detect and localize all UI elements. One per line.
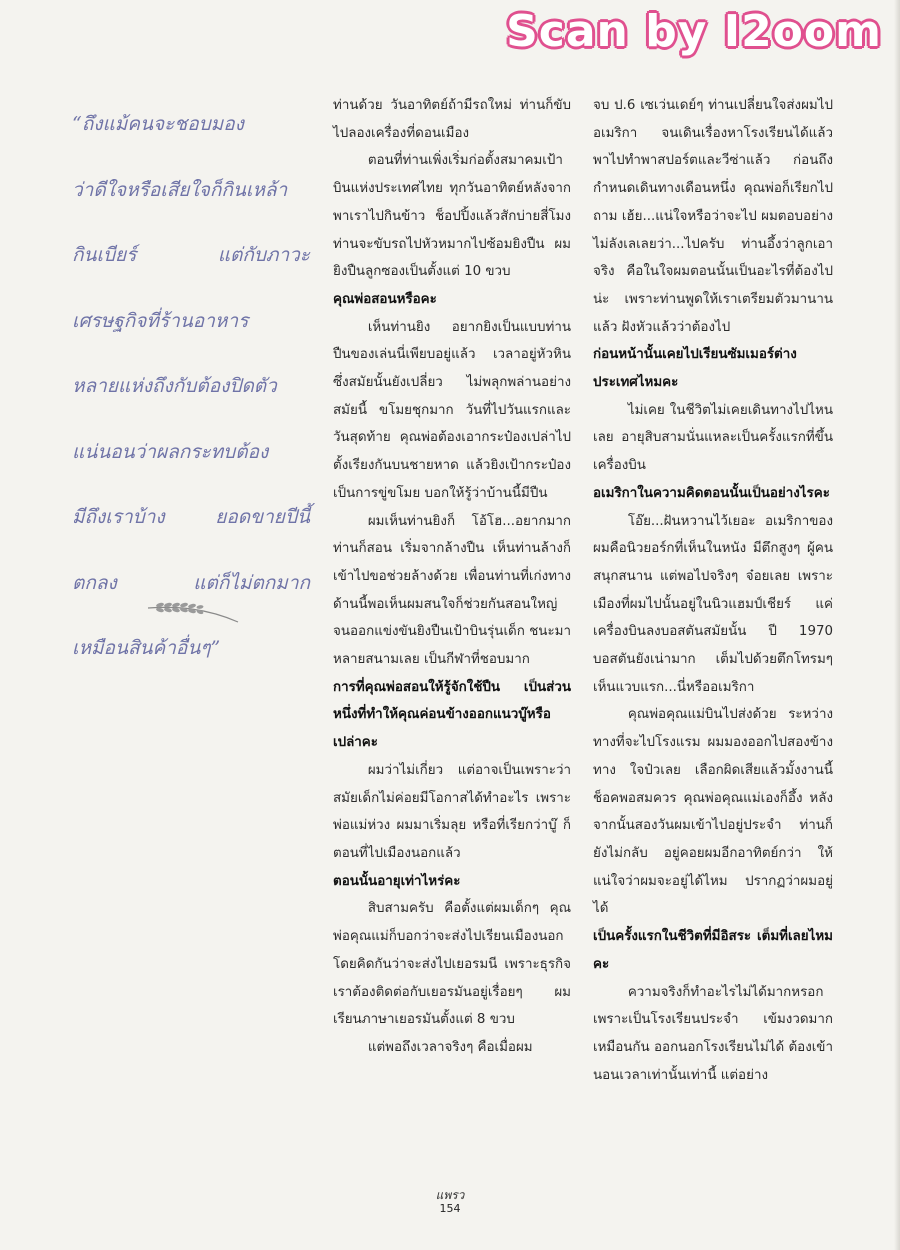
magazine-logo: แพรว: [435, 1188, 465, 1202]
page-footer: [0, 1188, 900, 1216]
pull-quote-line: ตกลง แต่ก็ไม่ตกมาก: [72, 571, 310, 594]
article-paragraph: ท่านด้วย วันอาทิตย์ถ้ามีรถใหม่ ท่านก็ขับไปลองเครื่องที่ดอนเมือง: [333, 98, 571, 141]
interview-question: ก่อนหน้านั้นเคยไปเรียนซัมเมอร์ต่างประเทศไหมคะ: [593, 347, 797, 391]
article-paragraph: แต่พอถึงเวลาจริงๆ คือเมื่อผม: [367, 1039, 533, 1055]
pull-quote-line: เหมือนสินค้าอื่นๆ”: [72, 637, 221, 659]
pull-quote-line: “ถึงแม้คนจะชอบมอง: [72, 113, 244, 135]
interview-question: ตอนนั้นอายุเท่าไหร่คะ: [333, 873, 461, 889]
pull-quote: [72, 92, 310, 682]
pull-quote-line: ว่าดีใจหรือเสียใจก็กินเหล้า: [72, 178, 288, 201]
article-paragraph: สิบสามครับ คือตั้งแต่ผมเด็กๆ คุณพ่อคุณแม่ก็บอกว่าจะส่งไปเรียนเมืองนอก โดยคิดกันว่าจะส่งไปเยอรมนี เพราะธุรกิจเราต้องติดต่อกับเยอรมันอยู่เรื่อยๆ ผมเรียนภาษาเยอรมันตั้งแต่ 8 ขวบ: [333, 901, 571, 1028]
article-column-right: [593, 92, 833, 1089]
article-paragraph: โอ๊ย...ฝันหวานไว้เยอะ อเมริกาของผมคือนิวยอร์กที่เห็นในหนัง มีตึกสูงๆ ผู้คนสนุกสนาน แต่พอไปจริงๆ จ๋อยเลย เพราะเมืองที่ผมไปนั้นอยู่ในนิวแฮมป์เชียร์ แค่เครื่องบินลงบอสตันสมัยนั้น ปี 1970 บอสตันยังเน่ามาก เต็มไปด้วยตึกโทรมๆ เห็นแวบแรก...นี่หรืออเมริกา: [593, 513, 833, 695]
article-paragraph: ความจริงก็ทำอะไรไม่ได้มากหรอก เพราะเป็นโรงเรียนประจำ เข้มงวดมากเหมือนกัน ออกนอกโรงเรียนไม่ได้ ต้องเข้านอนเวลาเท่านั้นเท่านี้ แต่อย่าง: [593, 984, 833, 1083]
article-paragraph: คุณพ่อคุณแม่บินไปส่งด้วย ระหว่างทางที่จะไปโรงแรม ผมมองออกไปสองข้างทาง ใจป๋วเลย เลือกผิดเสียแล้วมั้งงานนี้ ช็อคพอสมควร คุณพ่อคุณแม่เองก็อึ้ง หลังจากนั้นสองวันผมเข้าไปอยู่ประจำ ท่านก็ยังไม่กลับ อยู่คอยผมอีกอาทิตย์กว่า ให้แน่ใจว่าผมจะอยู่ได้ไหม ปรากฏว่าผมอยู่ได้: [593, 707, 833, 917]
pull-quote-line: กินเบียร์ แต่กับภาวะ: [72, 244, 310, 266]
interview-question: คุณพ่อสอนหรือคะ: [333, 291, 437, 307]
article-paragraph: เห็นท่านยิง อยากยิงเป็นแบบท่าน ปืนของเล่นนี่เพียบอยู่แล้ว เวลาอยู่หัวหิน ซึ่งสมัยนั้นยังเปลี่ยว ไม่พลุกพล่านอย่างสมัยนี้ ขโมยชุกมาก วันที่ไปวันแรกและวันสุดท้าย คุณพ่อต้องเอากระป๋องเปล่าไปตั้งเรียงกันบนชายหาด แล้วยิงเป้ากระป๋อง เป็นการขู่ขโมย บอกให้รู้ว่าบ้านนี้มีปืน: [333, 319, 571, 501]
pull-quote-line: มีถึงเราบ้าง ยอดขายปีนี้: [72, 506, 310, 528]
scanner-watermark: Scan by I2oom: [506, 6, 882, 57]
page-edge-shadow: [894, 0, 900, 1250]
article-paragraph: ผมเห็นท่านยิงก็ โอ้โฮ...อยากมาก ท่านก็สอน เริ่มจากล้างปืน เห็นท่านล้างก็เข้าไปขอช่วยล้างด้วย เพื่อนท่านที่เก่งทางด้านนี้พอเห็นผมสนใจก็ช่วยกันสอนใหญ่ จนออกแข่งขันยิงปืนเป้าบินรุ่นเด็ก ชนะมาหลายสนามเลย เป็นกีฬาที่ชอบมาก: [333, 513, 571, 668]
article-column-middle: [333, 92, 571, 1062]
article-paragraph: ไม่เคย ในชีวิตไม่เคยเดินทางไปไหนเลย อายุสิบสามนั่นแหละเป็นครั้งแรกที่ขึ้นเครื่องบิน: [593, 402, 833, 474]
article-paragraph: ผมว่าไม่เกี่ยว แต่อาจเป็นเพราะว่าสมัยเด็กไม่ค่อยมีโอกาสได้ทำอะไร เพราะพ่อแม่ห่วง ผมมาเริ่มลุย หรือที่เรียกว่าบู๊ ก็ตอนที่ไปเมืองนอกแล้ว: [333, 762, 571, 861]
pull-quote-line: หลายแห่งถึงกับต้องปิดตัว: [72, 375, 277, 397]
interview-question: การที่คุณพ่อสอนให้รู้จักใช้ปืน เป็นส่วนหนึ่งที่ทำให้คุณค่อนข้างออกแนวบู๊หรือเปล่าคะ: [333, 679, 571, 751]
article-paragraph: จบ ป.6 เซเว่นเดย์ๆ ท่านเปลี่ยนใจส่งผมไปอเมริกา จนเดินเรื่องหาโรงเรียนได้แล้ว พาไปทำพาสปอร์ตและวีซ่าแล้ว ก่อนถึงกำหนดเดินทางเดือนหนึ่ง คุณพ่อก็เรียกไปถาม เฮ้ย...แน่ใจหรือว่าจะไป ผมตอบอย่างไม่ลังเลเลยว่า...ไปครับ ท่านอึ้งว่าลูกเอาจริง คือในใจผมตอนนั้นเป็นอะไรที่ต้องไปน่ะ เพราะท่านพูดให้เราเตรียมตัวมานานแล้ว ฝังหัวแล้วว่าต้องไป: [593, 98, 833, 335]
pull-quote-line: แน่นอนว่าผลกระทบต้อง: [72, 440, 269, 463]
page-number: 154: [439, 1202, 461, 1215]
wheat-ear-icon: [146, 596, 242, 624]
article-paragraph: ตอนที่ท่านเพิ่งเริ่มก่อตั้งสมาคมเป้าบินแห่งประเทศไทย ทุกวันอาทิตย์หลังจากพาเราไปกินข้าว ช็อปปิ้งแล้วสักบ่ายสี่โมงท่านจะขับรถไปหัวหมากไปซ้อมยิงปืน ผมยิงปืนลูกซองเป็นตั้งแต่ 10 ขวบ: [333, 153, 571, 280]
interview-question: อเมริกาในความคิดตอนนั้นเป็นอย่างไรคะ: [593, 485, 830, 501]
interview-question: เป็นครั้งแรกในชีวิตที่มีอิสระ เต็มที่เลยไหมคะ: [593, 929, 833, 972]
pull-quote-line: เศรษฐกิจที่ร้านอาหาร: [72, 309, 249, 332]
